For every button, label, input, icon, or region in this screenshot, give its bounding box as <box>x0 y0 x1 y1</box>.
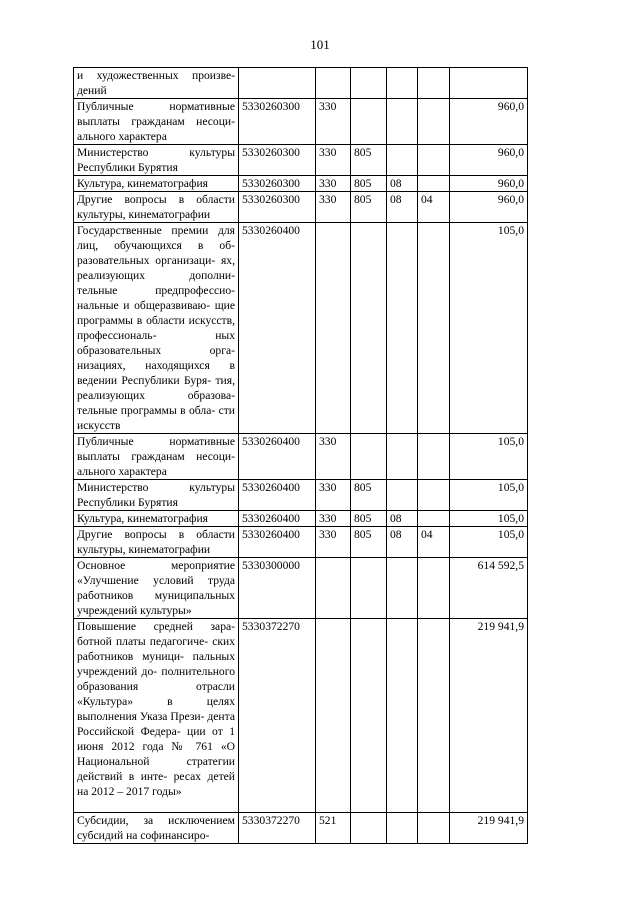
budget-table <box>73 67 528 844</box>
cell-sum: 219 941,9 <box>450 619 528 813</box>
cell-pr <box>418 145 450 176</box>
cell-grbs <box>351 99 387 145</box>
table-row <box>74 68 528 99</box>
cell-grbs <box>351 619 387 813</box>
cell-grbs <box>351 434 387 480</box>
cell-name: Культура, кинематография <box>74 511 239 527</box>
cell-vr: 330 <box>316 145 351 176</box>
cell-rz <box>387 813 418 844</box>
cell-grbs: 805 <box>351 145 387 176</box>
cell-pr <box>418 511 450 527</box>
cell-grbs: 805 <box>351 176 387 192</box>
cell-pr <box>418 619 450 813</box>
table-row <box>74 619 528 813</box>
table-row <box>74 192 528 223</box>
table-row <box>74 480 528 511</box>
cell-code: 5330372270 <box>239 619 316 813</box>
cell-name: Государственные премии для лиц, обучающихся в об- разовательных организаци- ях, реализующих дополни- тельные предпрофессио- нальные и общеразвиваю- щие программы в области искусств, профессиональ- ных образовательных орга- низациях, находящихся в ведении Республики Буря- тия, реализующих образова- тельные программы в обла- сти искусств <box>74 223 239 434</box>
cell-pr <box>418 480 450 511</box>
table-row <box>74 511 528 527</box>
cell-vr: 330 <box>316 99 351 145</box>
table-row <box>74 145 528 176</box>
cell-code: 5330260300 <box>239 145 316 176</box>
table-row <box>74 527 528 558</box>
table-row <box>74 813 528 844</box>
cell-code: 5330260400 <box>239 527 316 558</box>
cell-vr <box>316 558 351 619</box>
cell-vr: 330 <box>316 192 351 223</box>
cell-pr <box>418 558 450 619</box>
cell-vr: 330 <box>316 527 351 558</box>
cell-rz <box>387 434 418 480</box>
cell-sum: 105,0 <box>450 511 528 527</box>
cell-sum: 614 592,5 <box>450 558 528 619</box>
cell-sum: 105,0 <box>450 480 528 511</box>
cell-rz <box>387 480 418 511</box>
cell-name: Культура, кинематография <box>74 176 239 192</box>
cell-rz <box>387 145 418 176</box>
cell-code: 5330260400 <box>239 223 316 434</box>
cell-rz <box>387 99 418 145</box>
cell-sum: 105,0 <box>450 434 528 480</box>
cell-code: 5330260300 <box>239 176 316 192</box>
table-body <box>74 68 528 844</box>
cell-grbs <box>351 68 387 99</box>
cell-sum: 960,0 <box>450 192 528 223</box>
cell-rz: 08 <box>387 176 418 192</box>
cell-code: 5330260300 <box>239 192 316 223</box>
cell-vr: 330 <box>316 511 351 527</box>
cell-pr: 04 <box>418 192 450 223</box>
table-row <box>74 99 528 145</box>
cell-grbs <box>351 223 387 434</box>
cell-pr <box>418 434 450 480</box>
cell-name: Субсидии, за исключением субсидий на софинансиро- <box>74 813 239 844</box>
cell-pr <box>418 99 450 145</box>
cell-name: Министерство культуры Республики Бурятия <box>74 145 239 176</box>
cell-vr: 330 <box>316 434 351 480</box>
cell-rz: 08 <box>387 527 418 558</box>
cell-grbs: 805 <box>351 480 387 511</box>
page-number: 101 <box>310 37 330 52</box>
cell-grbs: 805 <box>351 192 387 223</box>
cell-vr <box>316 68 351 99</box>
cell-code: 5330300000 <box>239 558 316 619</box>
cell-sum <box>450 68 528 99</box>
cell-vr: 521 <box>316 813 351 844</box>
cell-sum: 219 941,9 <box>450 813 528 844</box>
cell-pr <box>418 68 450 99</box>
cell-code: 5330260400 <box>239 511 316 527</box>
cell-name: Повышение средней зара- ботной платы педагогиче- ских работников муници- пальных учреждений до- полнительного образования отрасли «Культура» в целях выполнения Указа Прези- дента Российской Федера- ции от 1 июня 2012 года № 761 «О Национальной стратегии действий в инте- ресах детей на 2012 – 2017 годы» <box>74 619 239 813</box>
cell-rz: 08 <box>387 192 418 223</box>
cell-code: 5330260400 <box>239 480 316 511</box>
cell-grbs <box>351 813 387 844</box>
cell-code: 5330372270 <box>239 813 316 844</box>
cell-vr: 330 <box>316 480 351 511</box>
cell-name: Основное мероприятие «Улучшение условий труда работников муниципальных учреждений культуры» <box>74 558 239 619</box>
cell-name: Публичные нормативные выплаты гражданам несоци- ального характера <box>74 434 239 480</box>
cell-rz <box>387 558 418 619</box>
cell-rz <box>387 68 418 99</box>
cell-rz <box>387 619 418 813</box>
cell-name: Министерство культуры Республики Бурятия <box>74 480 239 511</box>
cell-grbs: 805 <box>351 511 387 527</box>
cell-code: 5330260400 <box>239 434 316 480</box>
table-row <box>74 223 528 434</box>
cell-rz: 08 <box>387 511 418 527</box>
cell-pr: 04 <box>418 527 450 558</box>
cell-code <box>239 68 316 99</box>
cell-name: и художественных произве- дений <box>74 68 239 99</box>
cell-vr <box>316 619 351 813</box>
table-row <box>74 434 528 480</box>
cell-vr <box>316 223 351 434</box>
cell-pr <box>418 223 450 434</box>
cell-code: 5330260300 <box>239 99 316 145</box>
cell-sum: 960,0 <box>450 176 528 192</box>
cell-name: Другие вопросы в области культуры, кинематографии <box>74 192 239 223</box>
cell-pr <box>418 176 450 192</box>
cell-sum: 105,0 <box>450 223 528 434</box>
cell-sum: 105,0 <box>450 527 528 558</box>
cell-grbs: 805 <box>351 527 387 558</box>
table-row <box>74 558 528 619</box>
cell-pr <box>418 813 450 844</box>
cell-name: Другие вопросы в области культуры, кинематографии <box>74 527 239 558</box>
cell-sum: 960,0 <box>450 99 528 145</box>
cell-vr: 330 <box>316 176 351 192</box>
cell-name: Публичные нормативные выплаты гражданам несоци- ального характера <box>74 99 239 145</box>
cell-rz <box>387 223 418 434</box>
cell-sum: 960,0 <box>450 145 528 176</box>
table-row <box>74 176 528 192</box>
cell-grbs <box>351 558 387 619</box>
